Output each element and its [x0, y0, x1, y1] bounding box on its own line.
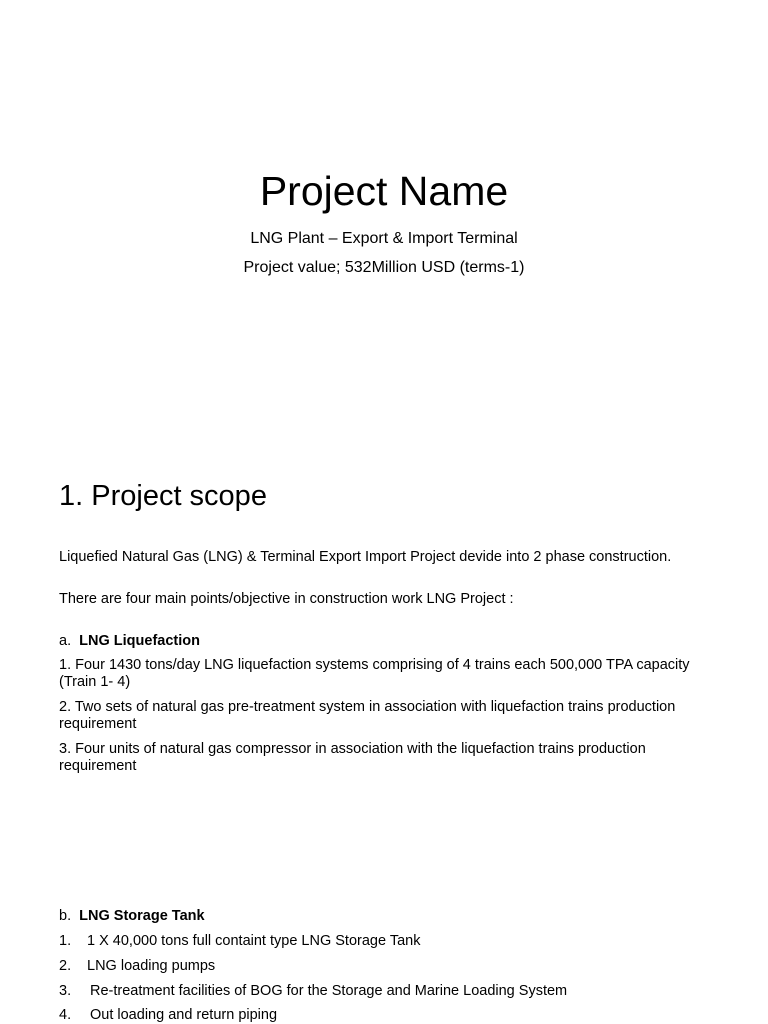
subtitle-project-value: Project value; 532Million USD (terms-1)	[243, 259, 525, 276]
subsection-b-title: LNG Storage Tank	[79, 908, 205, 924]
subsection-a-label	[59, 632, 200, 650]
liquefaction-item: 2. Two sets of natural gas pre-treatment system in association with liquefaction trains production requirement	[59, 699, 676, 732]
section-heading-project-scope: 1. Project scope	[59, 480, 267, 512]
scope-intro-paragraph: Liquefied Natural Gas (LNG) & Terminal Export Import Project devide into 2 phase construction.	[59, 549, 672, 565]
storage-item-text: Re-treatment facilities of BOG for the Storage and Marine Loading System	[90, 983, 568, 999]
liquefaction-item: 1. Four 1430 tons/day LNG liquefaction systems comprising of 4 trains each 500,000 TPA capacity (Train 1- 4)	[59, 657, 690, 690]
storage-item	[59, 1006, 277, 1024]
storage-item-number: 4.	[59, 1007, 72, 1023]
subtitle-project-type: LNG Plant – Export & Import Terminal	[250, 230, 518, 247]
liquefaction-item: 3. Four units of natural gas compressor in association with the liquefaction trains production requirement	[59, 741, 646, 774]
subsection-b-prefix: b.	[59, 908, 72, 924]
storage-item-text: LNG loading pumps	[87, 958, 216, 974]
subsection-b-label	[59, 907, 205, 925]
storage-item	[59, 957, 215, 975]
subsection-a-title: LNG Liquefaction	[79, 633, 200, 649]
subsection-a-prefix: a.	[59, 633, 72, 649]
page-title: Project Name	[259, 168, 509, 214]
scope-objectives-paragraph: There are four main points/objective in construction work LNG Project :	[59, 591, 514, 607]
storage-item	[59, 932, 420, 950]
storage-item-number: 1.	[59, 933, 72, 949]
storage-item-number: 2.	[59, 958, 72, 974]
storage-item-number: 3.	[59, 983, 72, 999]
storage-item-text: 1 X 40,000 tons full containt type LNG Storage Tank	[87, 933, 421, 949]
storage-item	[59, 982, 567, 1000]
storage-item-text: Out loading and return piping	[90, 1007, 278, 1023]
